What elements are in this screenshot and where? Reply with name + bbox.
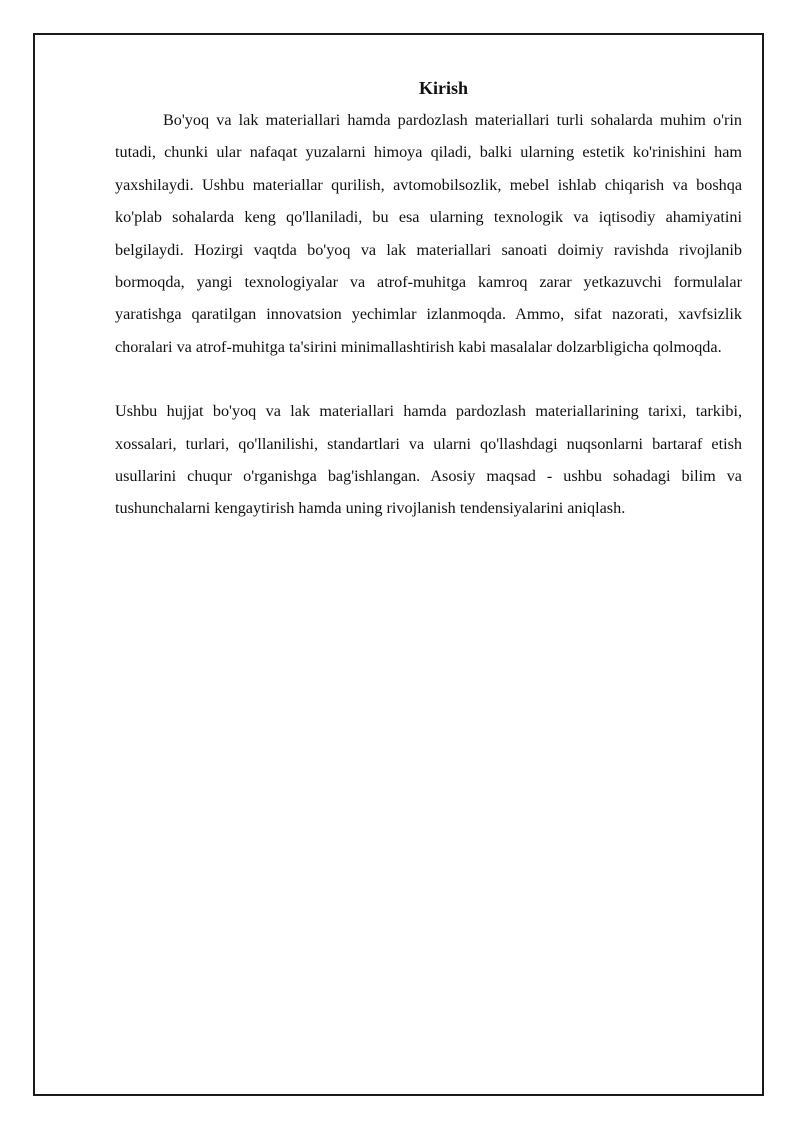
intro-paragraph: Bo'yoq va lak materiallari hamda pardozlash materiallari turli sohalarda muhim o'rin tutadi, chunki ular nafaqat yuzalarni himoya qiladi, balki ularning estetik ko'rinishini ham yaxshilaydi. Ushbu materiallar qurilish, avtomobilsozlik, mebel ishlab chiqarish va boshqa ko'plab sohalarda keng qo'llaniladi, bu esa ularning texnologik va iqtisodiy ahamiyatini belgilaydi. Hozirgi vaqtda bo'yoq va lak materiallari sanoati doimiy ravishda rivojlanib bormoqda, yangi texnologiyalar va atrof-muhitga kamroq zarar yetkazuvchi formulalar yaratishga qaratilgan innovatsion yechimlar izlanmoqda. Ammo, sifat nazorati, xavfsizlik choralari va atrof-muhitga ta'sirini minimallashtirish kabi masalalar dolzarbligicha qolmoqda. <box>115 111 742 356</box>
paragraph-spacer <box>115 363 742 395</box>
document-body <box>115 76 742 525</box>
document-title: Kirish <box>418 78 468 98</box>
purpose-paragraph: Ushbu hujjat bo'yoq va lak materiallari hamda pardozlash materiallarining tarixi, tarkibi, xossalari, turlari, qo'llanilishi, standartlari va ularni qo'llashdagi nuqsonlarni bartaraf etish usullarini chuqur o'rganishga bag'ishlangan. Asosiy maqsad - ushbu sohadagi bilim va tushunchalarni kengaytirish hamda uning rivojlanish tendensiyalarini aniqlash. <box>115 402 742 518</box>
